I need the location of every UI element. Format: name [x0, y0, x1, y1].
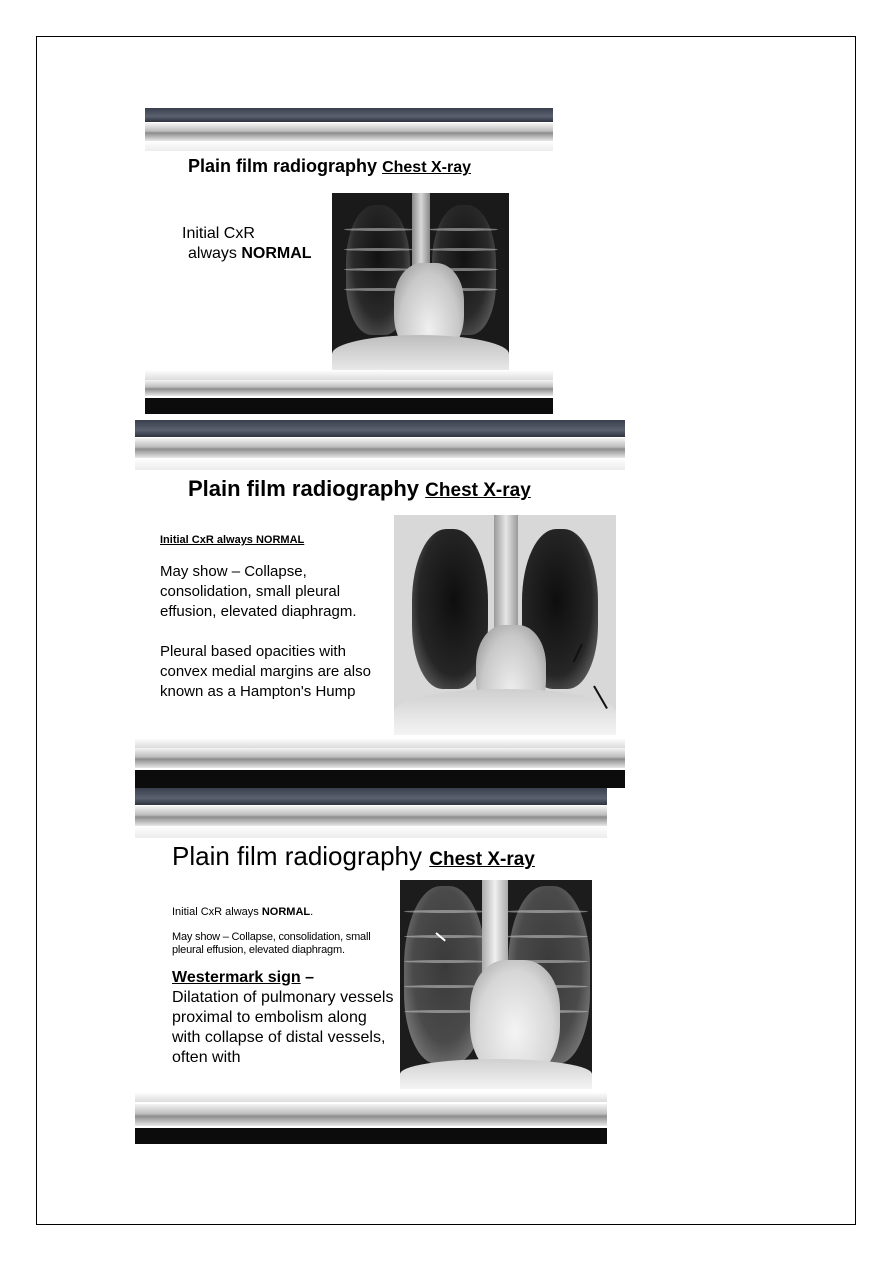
- chest-xray-image: [400, 880, 592, 1089]
- slide-subtitle: Chest X-ray: [429, 849, 535, 870]
- silver-bar: [135, 748, 625, 768]
- slide-paragraph-1: May show – Collapse, consolidation, small pleural effusion, elevated diaphragm.: [172, 931, 371, 956]
- fade-band: [145, 141, 553, 151]
- slide-2: [135, 420, 625, 788]
- fade-band: [135, 826, 607, 838]
- silver-bar: [135, 438, 625, 458]
- slide-title: Plain film radiography Chest X-ray: [172, 841, 535, 871]
- fade-band: [135, 1092, 607, 1102]
- chest-xray-image: [332, 193, 509, 373]
- chest-xray-image: [394, 515, 616, 735]
- slide-3: [135, 788, 607, 1144]
- fade-band: [135, 458, 625, 470]
- silver-bar: [145, 380, 553, 396]
- text-line-2: always NORMAL: [188, 245, 312, 262]
- slide-1: [145, 108, 553, 414]
- top-bar: [135, 788, 607, 805]
- top-bar: [135, 420, 625, 437]
- fade-band: [145, 370, 553, 380]
- slide-subtitle: Chest X-ray: [382, 159, 471, 176]
- slide-paragraph-1: May show – Collapse, consolidation, small pleural effusion, elevated diaphragm.: [160, 563, 357, 620]
- slide-title: Plain film radiography Chest X-ray: [188, 156, 471, 176]
- bottom-bar: [135, 770, 625, 788]
- silver-bar: [135, 806, 607, 826]
- bottom-bar: [135, 1128, 607, 1144]
- bottom-bar: [145, 398, 553, 414]
- top-bar: [145, 108, 553, 122]
- text-line-1: Initial CxR: [182, 225, 255, 242]
- slide-title: Plain film radiography Chest X-ray: [188, 476, 531, 501]
- slide-heading: Initial CxR always NORMAL: [160, 534, 305, 546]
- silver-bar: [145, 123, 553, 141]
- slide-line-1: Initial CxR always NORMAL.: [172, 906, 314, 918]
- westermark-paragraph: Westermark sign – Dilatation of pulmonary vessels proximal to embolism along with collapse of distal vessels, often with: [172, 969, 394, 1066]
- fade-band: [135, 738, 625, 748]
- slide-text: [182, 224, 312, 264]
- westermark-sign-name: Westermark sign: [172, 969, 301, 986]
- slide-paragraph-2: Pleural based opacities with convex medial margins are also known as a Hampton's Hump: [160, 643, 371, 700]
- slide-subtitle: Chest X-ray: [425, 480, 531, 501]
- silver-bar: [135, 1104, 607, 1126]
- westermark-description: Dilatation of pulmonary vessels proximal to embolism along with collapse of distal vessels, often with: [172, 989, 394, 1066]
